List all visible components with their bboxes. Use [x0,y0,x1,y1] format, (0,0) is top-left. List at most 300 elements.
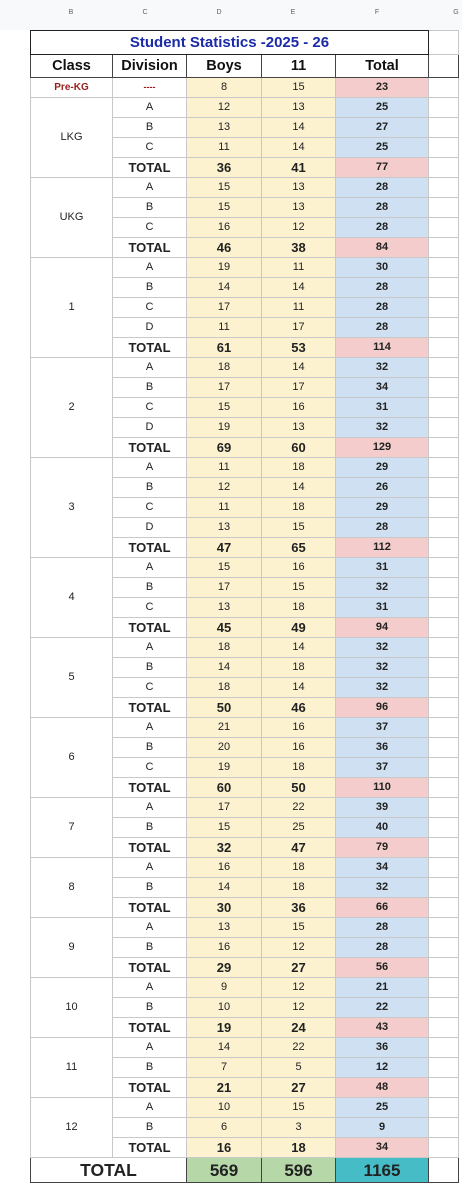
total-cell[interactable]: 32 [336,878,429,898]
boys-cell[interactable]: 15 [187,558,262,578]
boys-cell[interactable]: 14 [187,658,262,678]
division-cell[interactable]: TOTAL [113,778,187,798]
girls-cell[interactable]: 5 [262,1058,336,1078]
division-cell[interactable]: TOTAL [113,438,187,458]
total-cell[interactable]: 28 [336,938,429,958]
total-cell[interactable]: 31 [336,558,429,578]
girls-cell[interactable]: 16 [262,558,336,578]
total-cell[interactable]: 84 [336,238,429,258]
empty-cell[interactable] [429,758,459,778]
total-cell[interactable]: 129 [336,438,429,458]
division-cell[interactable]: A [113,1098,187,1118]
sheet-title[interactable]: Student Statistics -2025 - 26 [31,31,429,55]
total-cell[interactable]: 28 [336,298,429,318]
class-cell[interactable]: 4 [31,558,113,638]
girls-cell[interactable]: 15 [262,1098,336,1118]
total-cell[interactable]: 28 [336,198,429,218]
empty-cell[interactable] [429,978,459,998]
boys-cell[interactable]: 45 [187,618,262,638]
total-cell[interactable]: 48 [336,1078,429,1098]
boys-cell[interactable]: 61 [187,338,262,358]
girls-cell[interactable]: 13 [262,418,336,438]
boys-cell[interactable]: 14 [187,1038,262,1058]
girls-cell[interactable]: 14 [262,478,336,498]
header-total[interactable]: Total [336,55,429,78]
division-cell[interactable]: B [113,1118,187,1138]
total-cell[interactable]: 28 [336,518,429,538]
division-cell[interactable]: TOTAL [113,1138,187,1158]
girls-cell[interactable]: 13 [262,98,336,118]
boys-cell[interactable]: 30 [187,898,262,918]
total-cell[interactable]: 32 [336,418,429,438]
grand-total-total[interactable]: 1165 [336,1158,429,1183]
class-cell[interactable]: 2 [31,358,113,458]
boys-cell[interactable]: 12 [187,98,262,118]
class-cell[interactable]: LKG [31,98,113,178]
division-cell[interactable]: TOTAL [113,698,187,718]
total-cell[interactable]: 25 [336,98,429,118]
empty-cell[interactable] [429,78,459,98]
boys-cell[interactable]: 15 [187,818,262,838]
girls-cell[interactable]: 14 [262,138,336,158]
boys-cell[interactable]: 13 [187,118,262,138]
girls-cell[interactable]: 16 [262,718,336,738]
column-header-g[interactable]: G [453,9,459,16]
division-cell[interactable]: TOTAL [113,158,187,178]
boys-cell[interactable]: 10 [187,998,262,1018]
empty-cell[interactable] [429,258,459,278]
empty-cell[interactable] [429,138,459,158]
total-cell[interactable]: 28 [336,178,429,198]
division-cell[interactable]: A [113,978,187,998]
boys-cell[interactable]: 20 [187,738,262,758]
total-cell[interactable]: 25 [336,1098,429,1118]
total-cell[interactable]: 110 [336,778,429,798]
girls-cell[interactable]: 18 [262,1138,336,1158]
grand-total-boys[interactable]: 569 [187,1158,262,1183]
total-cell[interactable]: 40 [336,818,429,838]
column-header-c[interactable]: C [142,9,148,16]
boys-cell[interactable]: 13 [187,918,262,938]
empty-cell[interactable] [429,618,459,638]
division-cell[interactable]: B [113,578,187,598]
header-girls[interactable]: 11 [262,55,336,78]
division-cell[interactable]: A [113,1038,187,1058]
total-cell[interactable]: 32 [336,578,429,598]
girls-cell[interactable]: 22 [262,1038,336,1058]
total-cell[interactable]: 36 [336,1038,429,1058]
empty-cell[interactable] [429,378,459,398]
boys-cell[interactable]: 11 [187,138,262,158]
boys-cell[interactable]: 29 [187,958,262,978]
total-cell[interactable]: 28 [336,218,429,238]
column-header-e[interactable]: E [290,9,296,16]
empty-cell[interactable] [429,1118,459,1138]
total-cell[interactable]: 29 [336,458,429,478]
total-cell[interactable]: 25 [336,138,429,158]
division-cell[interactable]: B [113,118,187,138]
girls-cell[interactable]: 38 [262,238,336,258]
girls-cell[interactable]: 14 [262,278,336,298]
total-cell[interactable]: 34 [336,858,429,878]
class-cell[interactable]: 3 [31,458,113,558]
empty-cell[interactable] [429,31,459,55]
total-cell[interactable]: 66 [336,898,429,918]
boys-cell[interactable]: 19 [187,258,262,278]
total-cell[interactable]: 32 [336,658,429,678]
boys-cell[interactable]: 19 [187,418,262,438]
division-cell[interactable]: B [113,878,187,898]
empty-cell[interactable] [429,538,459,558]
boys-cell[interactable]: 16 [187,938,262,958]
class-cell[interactable]: UKG [31,178,113,258]
division-cell[interactable]: TOTAL [113,1018,187,1038]
girls-cell[interactable]: 15 [262,78,336,98]
division-cell[interactable]: A [113,458,187,478]
total-cell[interactable]: 39 [336,798,429,818]
boys-cell[interactable]: 16 [187,858,262,878]
girls-cell[interactable]: 14 [262,678,336,698]
girls-cell[interactable]: 49 [262,618,336,638]
girls-cell[interactable]: 15 [262,918,336,938]
girls-cell[interactable]: 27 [262,1078,336,1098]
division-cell[interactable]: B [113,378,187,398]
girls-cell[interactable]: 50 [262,778,336,798]
girls-cell[interactable]: 14 [262,358,336,378]
girls-cell[interactable]: 36 [262,898,336,918]
boys-cell[interactable]: 18 [187,638,262,658]
class-cell[interactable]: 7 [31,798,113,858]
girls-cell[interactable]: 53 [262,338,336,358]
division-cell[interactable]: B [113,998,187,1018]
boys-cell[interactable]: 47 [187,538,262,558]
girls-cell[interactable]: 60 [262,438,336,458]
total-cell[interactable]: 79 [336,838,429,858]
column-header-f[interactable]: F [374,9,380,16]
boys-cell[interactable]: 11 [187,458,262,478]
header-division[interactable]: Division [113,55,187,78]
division-cell[interactable]: TOTAL [113,238,187,258]
boys-cell[interactable]: 18 [187,358,262,378]
division-cell[interactable]: C [113,298,187,318]
boys-cell[interactable]: 11 [187,498,262,518]
total-cell[interactable]: 12 [336,1058,429,1078]
division-cell[interactable]: B [113,818,187,838]
column-header-b[interactable]: B [68,9,74,16]
total-cell[interactable]: 56 [336,958,429,978]
class-cell[interactable]: 10 [31,978,113,1038]
empty-cell[interactable] [429,858,459,878]
empty-cell[interactable] [429,158,459,178]
division-cell[interactable]: C [113,138,187,158]
division-cell[interactable]: B [113,478,187,498]
empty-cell[interactable] [429,55,459,78]
total-cell[interactable]: 23 [336,78,429,98]
division-cell[interactable]: A [113,638,187,658]
empty-cell[interactable] [429,1038,459,1058]
girls-cell[interactable]: 17 [262,378,336,398]
girls-cell[interactable]: 24 [262,1018,336,1038]
division-cell[interactable]: TOTAL [113,338,187,358]
empty-cell[interactable] [429,418,459,438]
total-cell[interactable]: 31 [336,598,429,618]
empty-cell[interactable] [429,798,459,818]
girls-cell[interactable]: 13 [262,198,336,218]
empty-cell[interactable] [429,1018,459,1038]
empty-cell[interactable] [429,938,459,958]
empty-cell[interactable] [429,518,459,538]
boys-cell[interactable]: 15 [187,178,262,198]
boys-cell[interactable]: 18 [187,678,262,698]
boys-cell[interactable]: 17 [187,798,262,818]
total-cell[interactable]: 32 [336,638,429,658]
total-cell[interactable]: 27 [336,118,429,138]
division-cell[interactable]: B [113,658,187,678]
division-cell[interactable]: A [113,178,187,198]
boys-cell[interactable]: 9 [187,978,262,998]
empty-cell[interactable] [429,1158,459,1183]
boys-cell[interactable]: 8 [187,78,262,98]
boys-cell[interactable]: 19 [187,758,262,778]
column-header-d[interactable]: D [216,9,222,16]
division-cell[interactable]: TOTAL [113,958,187,978]
girls-cell[interactable]: 18 [262,498,336,518]
empty-cell[interactable] [429,578,459,598]
class-cell[interactable]: 1 [31,258,113,358]
total-cell[interactable]: 96 [336,698,429,718]
empty-cell[interactable] [429,838,459,858]
girls-cell[interactable]: 18 [262,458,336,478]
total-cell[interactable]: 94 [336,618,429,638]
boys-cell[interactable]: 21 [187,1078,262,1098]
boys-cell[interactable]: 11 [187,318,262,338]
grand-total-label[interactable]: TOTAL [31,1158,187,1183]
class-cell[interactable]: 8 [31,858,113,918]
girls-cell[interactable]: 12 [262,938,336,958]
empty-cell[interactable] [429,278,459,298]
total-cell[interactable]: 32 [336,358,429,378]
total-cell[interactable]: 28 [336,278,429,298]
division-cell[interactable]: TOTAL [113,618,187,638]
empty-cell[interactable] [429,678,459,698]
class-cell[interactable]: 11 [31,1038,113,1098]
total-cell[interactable]: 21 [336,978,429,998]
boys-cell[interactable]: 36 [187,158,262,178]
boys-cell[interactable]: 10 [187,1098,262,1118]
division-cell[interactable]: B [113,938,187,958]
girls-cell[interactable]: 22 [262,798,336,818]
grand-total-girls[interactable]: 596 [262,1158,336,1183]
division-cell[interactable]: ---- [113,78,187,98]
girls-cell[interactable]: 15 [262,518,336,538]
division-cell[interactable]: C [113,678,187,698]
boys-cell[interactable]: 50 [187,698,262,718]
total-cell[interactable]: 77 [336,158,429,178]
boys-cell[interactable]: 69 [187,438,262,458]
empty-cell[interactable] [429,918,459,938]
division-cell[interactable]: A [113,98,187,118]
girls-cell[interactable]: 17 [262,318,336,338]
division-cell[interactable]: TOTAL [113,898,187,918]
division-cell[interactable]: A [113,718,187,738]
empty-cell[interactable] [429,558,459,578]
division-cell[interactable]: TOTAL [113,538,187,558]
division-cell[interactable]: A [113,258,187,278]
empty-cell[interactable] [429,98,459,118]
total-cell[interactable]: 36 [336,738,429,758]
class-cell[interactable]: 12 [31,1098,113,1158]
total-cell[interactable]: 34 [336,1138,429,1158]
division-cell[interactable]: A [113,858,187,878]
empty-cell[interactable] [429,898,459,918]
total-cell[interactable]: 26 [336,478,429,498]
total-cell[interactable]: 34 [336,378,429,398]
girls-cell[interactable]: 18 [262,598,336,618]
boys-cell[interactable]: 60 [187,778,262,798]
division-cell[interactable]: B [113,1058,187,1078]
header-boys[interactable]: Boys [187,55,262,78]
girls-cell[interactable]: 46 [262,698,336,718]
boys-cell[interactable]: 15 [187,198,262,218]
division-cell[interactable]: A [113,558,187,578]
division-cell[interactable]: B [113,738,187,758]
boys-cell[interactable]: 17 [187,578,262,598]
total-cell[interactable]: 43 [336,1018,429,1038]
boys-cell[interactable]: 13 [187,598,262,618]
empty-cell[interactable] [429,218,459,238]
header-class[interactable]: Class [31,55,113,78]
division-cell[interactable]: B [113,278,187,298]
empty-cell[interactable] [429,958,459,978]
empty-cell[interactable] [429,198,459,218]
division-cell[interactable]: A [113,918,187,938]
boys-cell[interactable]: 14 [187,278,262,298]
empty-cell[interactable] [429,338,459,358]
empty-cell[interactable] [429,1098,459,1118]
division-cell[interactable]: D [113,418,187,438]
girls-cell[interactable]: 14 [262,118,336,138]
empty-cell[interactable] [429,658,459,678]
empty-cell[interactable] [429,318,459,338]
boys-cell[interactable]: 7 [187,1058,262,1078]
empty-cell[interactable] [429,438,459,458]
empty-cell[interactable] [429,458,459,478]
boys-cell[interactable]: 15 [187,398,262,418]
empty-cell[interactable] [429,478,459,498]
boys-cell[interactable]: 16 [187,1138,262,1158]
division-cell[interactable]: B [113,198,187,218]
total-cell[interactable]: 32 [336,678,429,698]
empty-cell[interactable] [429,238,459,258]
total-cell[interactable]: 30 [336,258,429,278]
division-cell[interactable]: D [113,518,187,538]
empty-cell[interactable] [429,118,459,138]
boys-cell[interactable]: 32 [187,838,262,858]
empty-cell[interactable] [429,998,459,1018]
boys-cell[interactable]: 16 [187,218,262,238]
girls-cell[interactable]: 11 [262,298,336,318]
total-cell[interactable]: 114 [336,338,429,358]
empty-cell[interactable] [429,298,459,318]
girls-cell[interactable]: 27 [262,958,336,978]
girls-cell[interactable]: 13 [262,178,336,198]
class-cell[interactable]: 9 [31,918,113,978]
division-cell[interactable]: D [113,318,187,338]
total-cell[interactable]: 9 [336,1118,429,1138]
girls-cell[interactable]: 16 [262,398,336,418]
empty-cell[interactable] [429,398,459,418]
girls-cell[interactable]: 12 [262,218,336,238]
class-cell[interactable]: 6 [31,718,113,798]
boys-cell[interactable]: 6 [187,1118,262,1138]
girls-cell[interactable]: 3 [262,1118,336,1138]
division-cell[interactable]: TOTAL [113,1078,187,1098]
empty-cell[interactable] [429,598,459,618]
division-cell[interactable]: C [113,598,187,618]
total-cell[interactable]: 28 [336,318,429,338]
empty-cell[interactable] [429,738,459,758]
total-cell[interactable]: 37 [336,758,429,778]
girls-cell[interactable]: 16 [262,738,336,758]
division-cell[interactable]: A [113,358,187,378]
boys-cell[interactable]: 21 [187,718,262,738]
girls-cell[interactable]: 25 [262,818,336,838]
girls-cell[interactable]: 18 [262,758,336,778]
boys-cell[interactable]: 17 [187,298,262,318]
girls-cell[interactable]: 12 [262,998,336,1018]
girls-cell[interactable]: 18 [262,858,336,878]
girls-cell[interactable]: 18 [262,658,336,678]
total-cell[interactable]: 112 [336,538,429,558]
empty-cell[interactable] [429,1138,459,1158]
boys-cell[interactable]: 19 [187,1018,262,1038]
empty-cell[interactable] [429,178,459,198]
girls-cell[interactable]: 12 [262,978,336,998]
empty-cell[interactable] [429,718,459,738]
class-cell[interactable]: Pre-KG [31,78,113,98]
empty-cell[interactable] [429,1058,459,1078]
girls-cell[interactable]: 47 [262,838,336,858]
division-cell[interactable]: C [113,398,187,418]
empty-cell[interactable] [429,878,459,898]
division-cell[interactable]: C [113,218,187,238]
empty-cell[interactable] [429,698,459,718]
division-cell[interactable]: A [113,798,187,818]
total-cell[interactable]: 28 [336,918,429,938]
girls-cell[interactable]: 15 [262,578,336,598]
boys-cell[interactable]: 14 [187,878,262,898]
total-cell[interactable]: 22 [336,998,429,1018]
girls-cell[interactable]: 11 [262,258,336,278]
empty-cell[interactable] [429,498,459,518]
empty-cell[interactable] [429,358,459,378]
class-cell[interactable]: 5 [31,638,113,718]
empty-cell[interactable] [429,1078,459,1098]
girls-cell[interactable]: 14 [262,638,336,658]
girls-cell[interactable]: 18 [262,878,336,898]
boys-cell[interactable]: 13 [187,518,262,538]
total-cell[interactable]: 37 [336,718,429,738]
empty-cell[interactable] [429,778,459,798]
boys-cell[interactable]: 12 [187,478,262,498]
division-cell[interactable]: C [113,758,187,778]
total-cell[interactable]: 29 [336,498,429,518]
total-cell[interactable]: 31 [336,398,429,418]
empty-cell[interactable] [429,638,459,658]
division-cell[interactable]: C [113,498,187,518]
girls-cell[interactable]: 65 [262,538,336,558]
division-cell[interactable]: TOTAL [113,838,187,858]
